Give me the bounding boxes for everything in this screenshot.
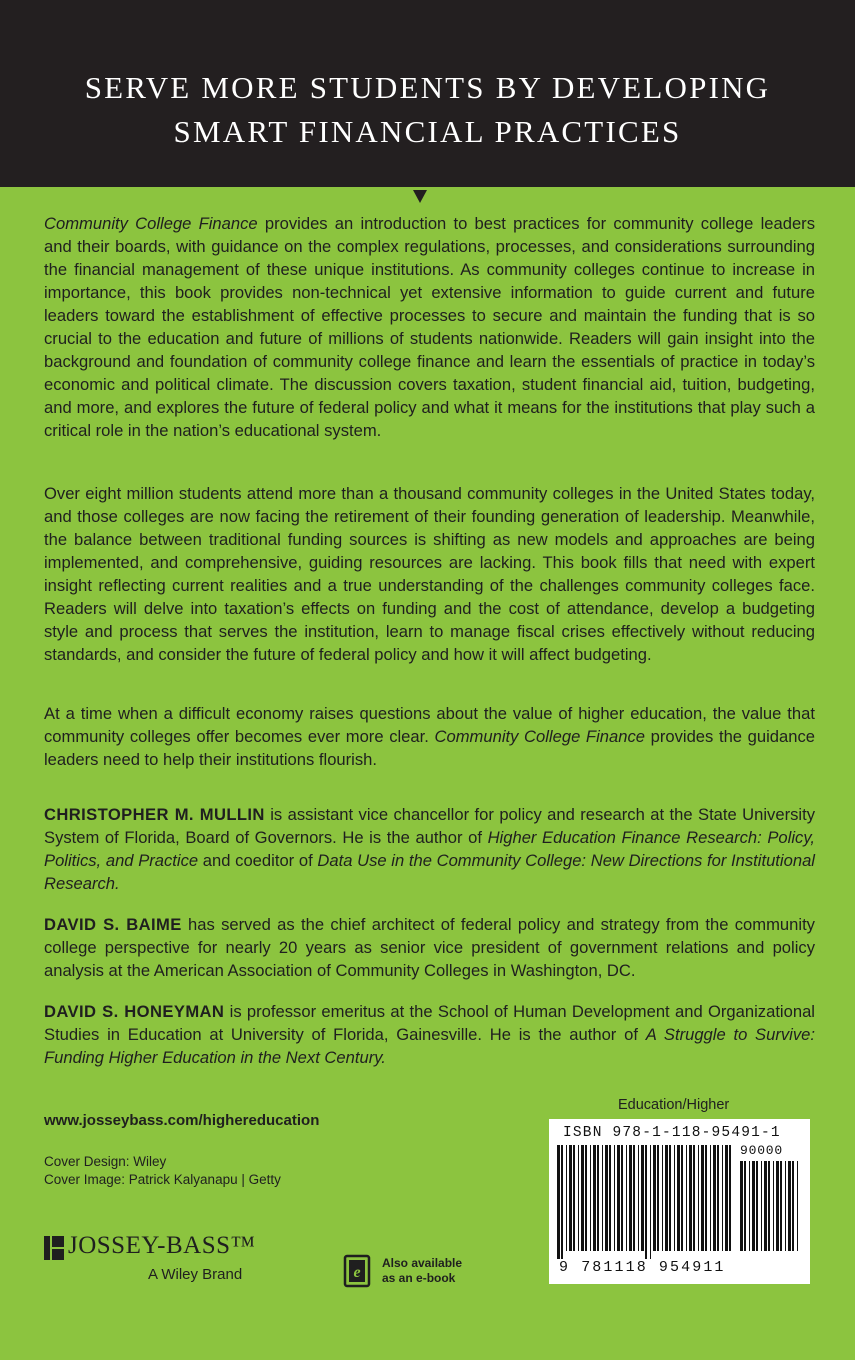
barcode-bar bbox=[590, 1145, 591, 1251]
barcode-bar bbox=[573, 1145, 575, 1251]
ebook-icon bbox=[343, 1254, 373, 1288]
barcode-bar bbox=[689, 1145, 692, 1251]
barcode-bar bbox=[701, 1145, 704, 1251]
barcode-bar bbox=[729, 1145, 731, 1251]
barcode-bar bbox=[725, 1145, 728, 1251]
bio-text: is assistant vice chancellor for policy and research at the State University System of Florida, Board of Governors. He is the author of bbox=[44, 805, 816, 847]
cover-design-credit: Cover Design: Wiley bbox=[44, 1154, 167, 1169]
barcode-bar bbox=[756, 1161, 758, 1251]
ean-barcode-icon bbox=[557, 1145, 733, 1259]
barcode-bar bbox=[609, 1145, 611, 1251]
barcode-bar bbox=[633, 1145, 635, 1251]
barcode-bar bbox=[713, 1145, 716, 1251]
barcode-bar bbox=[602, 1145, 603, 1251]
barcode-bar bbox=[581, 1145, 584, 1251]
ean-digits: 9 781118 954911 bbox=[559, 1259, 726, 1276]
barcode-bar bbox=[669, 1145, 671, 1251]
bio-text: has served as the chief architect of federal policy and strategy from the community college perspective for nearly 20 years as senior vice president of government relations and policy analysis at the American Association of Community Colleges in Washington, DC. bbox=[44, 915, 815, 980]
barcode-bar bbox=[752, 1161, 755, 1251]
barcode-bar bbox=[578, 1145, 579, 1251]
paragraph-text: Over eight million students attend more than a thousand community colleges in the United States today, and those colleges are now facing the retirement of their founding generation of leadership. Meanwhile, the balance between traditional funding sources is shifting as new models and approaches are being implemented, and comprehensive, guiding resources are lacking. This book fills that need with expert insight reflecting current realities and a true understanding of the challenges community colleges face. Readers will delve into taxation’s effects on funding and the cost of attendance, develop a budgeting style and process that serves the institution, learn to manage fiscal crises effectively without reducing standards, and consider the future of federal policy and how it will affect budgeting. bbox=[44, 484, 815, 664]
barcode-bar bbox=[593, 1145, 596, 1251]
barcode-bar bbox=[764, 1161, 767, 1251]
barcode-bar bbox=[761, 1161, 762, 1251]
barcode-bar bbox=[773, 1161, 774, 1251]
author-bio-honeyman bbox=[44, 1000, 815, 1069]
barcode-bar bbox=[621, 1145, 623, 1251]
barcode-bar bbox=[677, 1145, 680, 1251]
barcode-bar bbox=[665, 1145, 668, 1251]
barcode-bar bbox=[686, 1145, 687, 1251]
barcode-bar bbox=[605, 1145, 608, 1251]
cover-image-credit: Cover Image: Patrick Kalyanapu | Getty bbox=[44, 1172, 281, 1187]
barcode-bar bbox=[717, 1145, 719, 1251]
isbn-label: ISBN 978-1-118-95491-1 bbox=[563, 1125, 781, 1141]
barcode-bar bbox=[693, 1145, 695, 1251]
book-title: A Struggle to Survive: Funding Higher Education in the Next Century. bbox=[44, 1025, 815, 1067]
publisher-url-link[interactable]: www.josseybass.com/highereducation bbox=[44, 1112, 320, 1129]
book-title: Higher Education Finance Research: Policy, Politics, and Practice bbox=[44, 828, 815, 870]
barcode-bar bbox=[785, 1161, 786, 1251]
description-paragraph-2 bbox=[44, 482, 815, 666]
headline bbox=[0, 66, 855, 154]
jossey-bass-mark-icon bbox=[44, 1236, 64, 1260]
barcode-bar bbox=[629, 1145, 632, 1251]
barcode-bar bbox=[585, 1145, 587, 1251]
header-band bbox=[0, 0, 855, 187]
barcode-bar bbox=[705, 1145, 707, 1251]
barcode-bar bbox=[710, 1145, 711, 1251]
author-bio-mullin bbox=[44, 803, 815, 895]
barcode-bar bbox=[650, 1145, 651, 1259]
bio-text: is professor emeritus at the School of Human Development and Organizational Studies in Education at University of Florida, Gainesville. He is the author of bbox=[44, 1002, 815, 1044]
publisher-tagline: A Wiley Brand bbox=[148, 1266, 243, 1283]
barcode-bar bbox=[569, 1145, 572, 1251]
paragraph-text: provides the guidance leaders need to help their institutions flourish. bbox=[44, 727, 816, 769]
barcode-bar bbox=[645, 1145, 647, 1259]
barcode-bar bbox=[561, 1145, 563, 1259]
book-title: Community College Finance bbox=[434, 727, 645, 746]
svg-text:e: e bbox=[353, 1264, 361, 1281]
author-name: DAVID S. BAIME bbox=[44, 915, 182, 934]
barcode-bar bbox=[749, 1161, 750, 1251]
author-name: DAVID S. HONEYMAN bbox=[44, 1002, 225, 1021]
price-code: 90000 bbox=[740, 1143, 784, 1158]
description-paragraph-1 bbox=[44, 212, 815, 442]
barcode-bar bbox=[653, 1145, 656, 1251]
down-arrow-icon bbox=[413, 190, 427, 203]
barcode-bar bbox=[617, 1145, 620, 1251]
barcode-bar bbox=[681, 1145, 683, 1251]
ebook-line-2: as an e-book bbox=[382, 1271, 456, 1285]
publisher-name: JOSSEY-BASS™ bbox=[68, 1232, 256, 1259]
barcode-bar bbox=[740, 1161, 743, 1251]
book-title: Data Use in the Community College: New Directions for Institutional Research. bbox=[44, 851, 815, 893]
paragraph-text: At a time when a difficult economy raises questions about the value of higher education, the value that community colleges offer becomes ever more clear. bbox=[44, 704, 815, 746]
barcode-bar bbox=[566, 1145, 567, 1251]
barcode-bar bbox=[674, 1145, 675, 1251]
barcode-bar bbox=[614, 1145, 615, 1251]
barcode-bar bbox=[768, 1161, 770, 1251]
ebook-line-1: Also available bbox=[382, 1256, 463, 1270]
barcode-bar bbox=[641, 1145, 644, 1251]
author-name: CHRISTOPHER M. MULLIN bbox=[44, 805, 265, 824]
barcode-bar bbox=[797, 1161, 798, 1251]
barcode-bar bbox=[776, 1161, 779, 1251]
bio-text: and coeditor of bbox=[198, 851, 318, 870]
addon-barcode-icon bbox=[740, 1161, 800, 1259]
barcode-bar bbox=[780, 1161, 782, 1251]
barcode-bar bbox=[698, 1145, 699, 1251]
barcode-bar bbox=[662, 1145, 663, 1251]
isbn-barcode bbox=[549, 1119, 810, 1284]
barcode-bar bbox=[744, 1161, 746, 1251]
barcode-bar bbox=[597, 1145, 599, 1251]
barcode-bar bbox=[788, 1161, 791, 1251]
barcode-bar bbox=[792, 1161, 794, 1251]
category-label: Education/Higher bbox=[618, 1097, 730, 1113]
description-paragraph-3 bbox=[44, 702, 815, 771]
barcode-bar bbox=[626, 1145, 627, 1251]
barcode-bar bbox=[638, 1145, 639, 1251]
paragraph-text: provides an introduction to best practices for community college leaders and their boards, with guidance on the complex regulations, processes, and considerations surrounding the financial management of these unique institutions. As community colleges continue to increase in importance, this book provides non-technical yet extensive information to guide current and future leaders toward the establishment of effective processes to secure and maintain the funding that is so crucial to the education and future of millions of students nationwide. Readers will gain insight into the background and foundation of community college finance and learn the essentials of practice in today’s economic and political climate. The discussion covers taxation, student financial aid, tuition, budgeting, and more, and explores the future of federal policy and what it means for the institutions that play such a critical role in the nation’s educational system. bbox=[44, 214, 815, 440]
barcode-bar bbox=[557, 1145, 560, 1259]
book-title: Community College Finance bbox=[44, 214, 258, 233]
headline-line-1: SERVE MORE STUDENTS BY DEVELOPING bbox=[84, 70, 771, 105]
barcode-bar bbox=[657, 1145, 659, 1251]
ebook-availability bbox=[382, 1256, 462, 1286]
barcode-bar bbox=[722, 1145, 723, 1251]
headline-line-2: SMART FINANCIAL PRACTICES bbox=[173, 114, 682, 149]
author-bio-baime bbox=[44, 913, 815, 982]
jossey-bass-logo bbox=[44, 1232, 284, 1292]
